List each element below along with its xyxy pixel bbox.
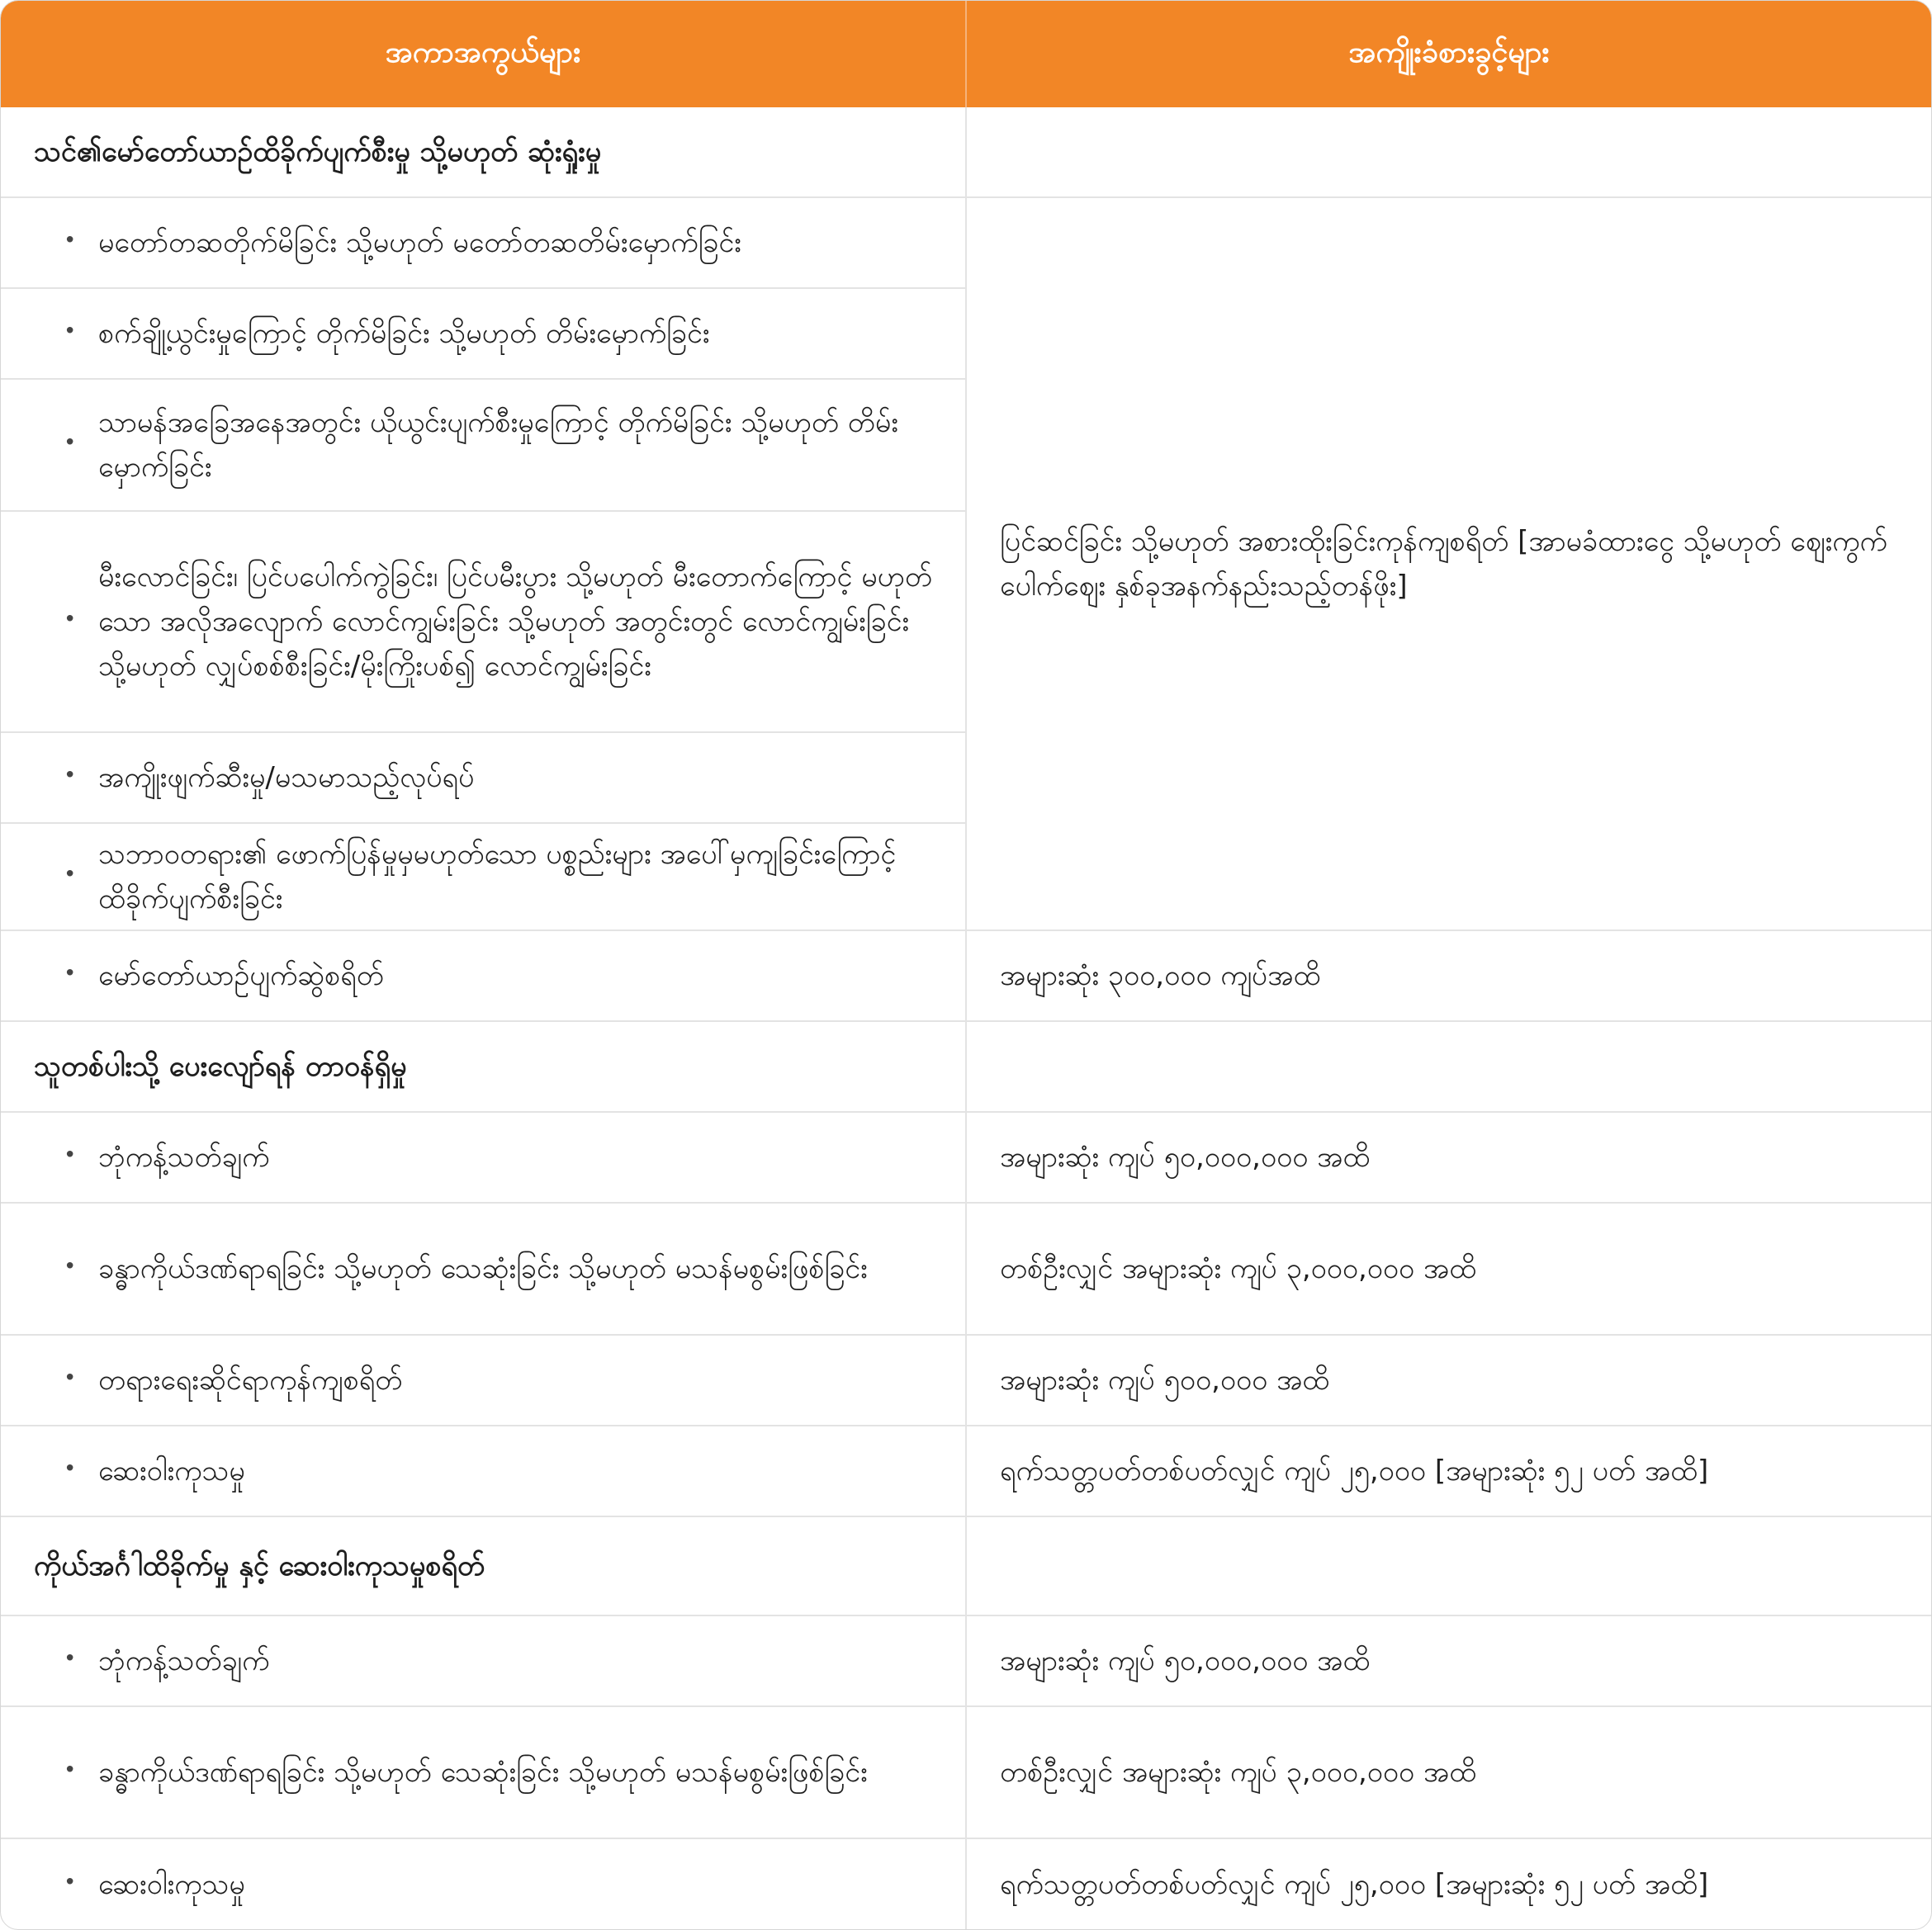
list-item: • ဆေးဝါးကုသမှု — [1, 1839, 965, 1929]
benefit-value: အများဆုံး ၃၀၀,၀၀၀ ကျပ်အထိ — [967, 931, 1931, 1022]
list-item: • အကျိုးဖျက်ဆီးမှု/မသမာသည့်လုပ်ရပ် — [1, 733, 965, 824]
section-value-empty — [967, 1022, 1931, 1113]
benefit-value: ရက်သတ္တပတ်တစ်ပတ်လျှင် ကျပ် ၂၅,၀၀၀ [အများဆုံး ၅၂ ပတ် အထိ] — [1000, 1867, 1709, 1901]
benefit-value: အများဆုံး ကျပ် ၅၀,၀၀၀,၀၀၀ အထိ — [967, 1616, 1931, 1707]
merged-benefit-value: ပြင်ဆင်ခြင်း သို့မဟုတ် အစားထိုးခြင်းကုန်ကျစရိတ် [အာမခံထားငွေ သို့မဟုတ် ဈေးကွက်ပေါက်ဈေး နှစ်ခုအနက်နည်းသည့်တန်ဖိုး] — [967, 198, 1931, 931]
section-title-own-damage: သင်၏မော်တော်ယာဉ်ထိခိုက်ပျက်စီးမှု သို့မဟုတ် ဆုံးရှုံးမှု — [1, 107, 965, 198]
list-item: • သာမန်အခြေအနေအတွင်း ယိုယွင်းပျက်စီးမှုကြောင့် တိုက်မိခြင်း သို့မဟုတ် တိမ်းမှောက်ခြင်း — [1, 380, 965, 512]
benefit-value: တစ်ဦးလျှင် အများဆုံး ကျပ် ၃,၀၀၀,၀၀၀ အထိ — [967, 1707, 1931, 1839]
list-item: • သဘာဝတရား၏ ဖောက်ပြန်မှုမှမဟုတ်သော ပစ္စည်းများ အပေါ်မှကျခြင်းကြောင့် ထိခိုက်ပျက်စီးခြင်း — [1, 824, 965, 931]
header-coverage: အကာအကွယ်များ — [385, 35, 581, 69]
table-header — [1, 1, 1931, 107]
section-value-empty — [967, 1517, 1931, 1616]
list-item: • ဘုံကန့်သတ်ချက် — [1, 1616, 965, 1707]
header-benefits: အကျိုးခံစားခွင့်များ — [1348, 35, 1550, 69]
list-item: • ခန္ဓာကိုယ်ဒဏ်ရာရခြင်း သို့မဟုတ် သေဆုံးခြင်း သို့မဟုတ် မသန်မစွမ်းဖြစ်ခြင်း — [1, 1707, 965, 1839]
list-item: • မီးလောင်ခြင်း၊ ပြင်ပပေါက်ကွဲခြင်း၊ ပြင်ပမီးပွား သို့မဟုတ် မီးတောက်ကြောင့် မဟုတ်သော အလိုအလျောက် လောင်ကျွမ်းခြင်း သို့မဟုတ် အတွင်းတွင် လောင်ကျွမ်းခြင်း သို့မဟုတ် လျှပ်စစ်စီးခြင်း/မိုးကြိုးပစ်၍ လောင်ကျွမ်းခြင်း — [1, 512, 965, 733]
column-divider — [965, 107, 967, 1929]
list-item: • မော်တော်ယာဉ်ပျက်ဆွဲစရိတ် — [1, 931, 965, 1022]
list-item: • ဆေးဝါးကုသမှု — [1, 1426, 965, 1517]
benefit-value: အများဆုံး ကျပ် ၅၀,၀၀၀,၀၀၀ အထိ — [967, 1113, 1931, 1204]
list-item: • စက်ချို့ယွင်းမှုကြောင့် တိုက်မိခြင်း သို့မဟုတ် တိမ်းမှောက်ခြင်း — [1, 289, 965, 380]
benefit-value: အများဆုံး ကျပ် ၅၀၀,၀၀၀ အထိ — [967, 1336, 1931, 1426]
benefit-value: ရက်သတ္တပတ်တစ်ပတ်လျှင် ကျပ် ၂၅,၀၀၀ [အများဆုံး ၅၂ ပတ် အထိ] — [967, 1426, 1931, 1517]
section-title-personal-accident: ကိုယ်အင်္ဂါထိခိုက်မှု နှင့် ဆေးဝါးကုသမှုစရိတ် — [1, 1517, 965, 1616]
section-value-empty — [967, 107, 1931, 198]
section-title-third-party: သူတစ်ပါးသို့ ပေးလျော်ရန် တာဝန်ရှိမှု — [1, 1022, 965, 1113]
list-item: • ဘုံကန့်သတ်ချက် — [1, 1113, 965, 1204]
benefit-value: တစ်ဦးလျှင် အများဆုံး ကျပ် ၃,၀၀၀,၀၀၀ အထိ — [967, 1204, 1931, 1336]
list-item: • တရားရေးဆိုင်ရာကုန်ကျစရိတ် — [1, 1336, 965, 1426]
list-item: • မတော်တဆတိုက်မိခြင်း သို့မဟုတ် မတော်တဆတိမ်းမှောက်ခြင်း — [1, 198, 965, 289]
list-item: • ခန္ဓာကိုယ်ဒဏ်ရာရခြင်း သို့မဟုတ် သေဆုံးခြင်း သို့မဟုတ် မသန်မစွမ်းဖြစ်ခြင်း — [1, 1204, 965, 1336]
